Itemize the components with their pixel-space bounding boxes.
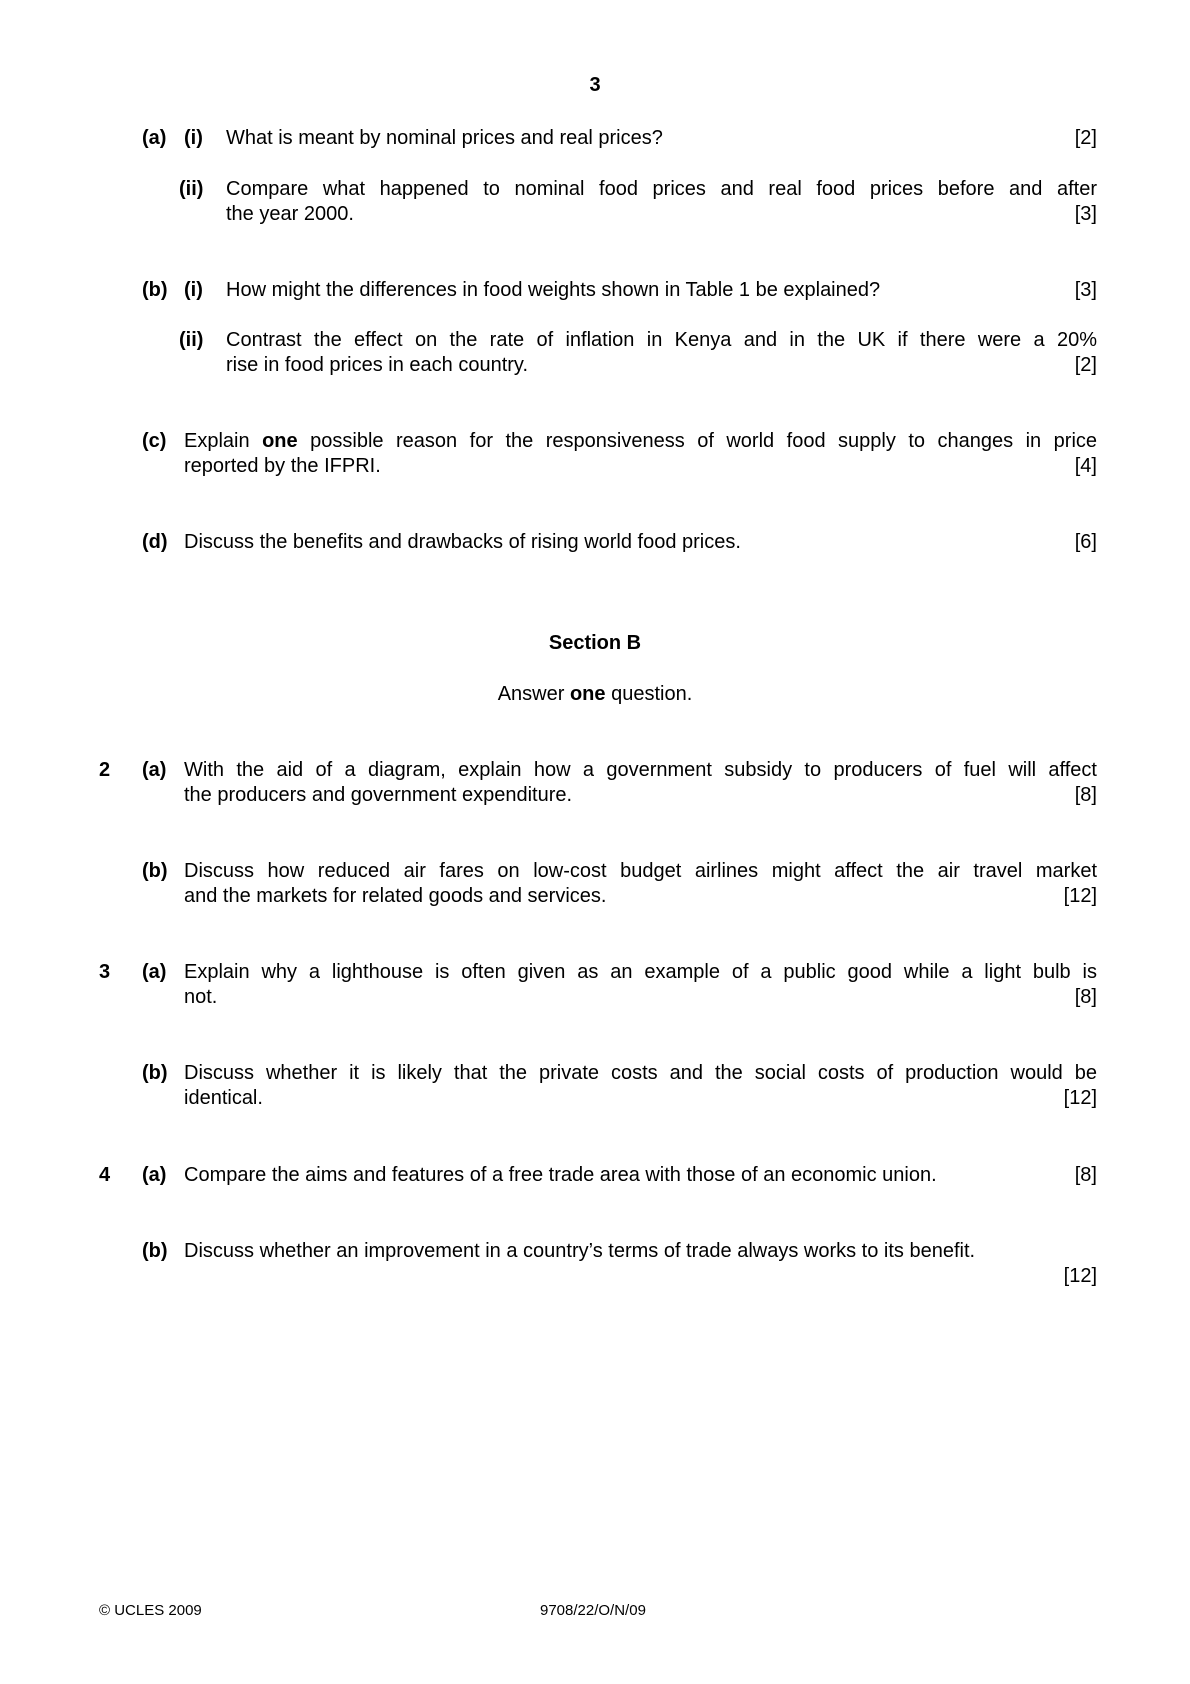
question-text-line-1: Discuss how reduced air fares on low-cost budget airlines might affect the air travel market	[184, 860, 1097, 882]
mark-allocation: [6]	[1074, 531, 1097, 553]
question-text-line-2: reported by the IFPRI.	[184, 455, 381, 477]
mark-allocation: [12]	[1063, 1265, 1097, 1287]
question-number: 4	[99, 1164, 111, 1186]
question-text: How might the differences in food weights shown in Table 1 be explained?	[226, 279, 881, 301]
text-segment: Explain	[184, 430, 263, 452]
emphasis-word: one	[569, 683, 606, 705]
text-segment: question.	[605, 683, 693, 705]
question-number: 3	[99, 961, 111, 983]
mark-allocation: [3]	[1074, 279, 1097, 301]
question-text: Compare the aims and features of a free trade area with those of an economic union.	[184, 1164, 937, 1186]
question-text-line-1	[184, 429, 1097, 454]
question-text-line-1: Explain why a lighthouse is often given as an example of a public good while a light bulb is	[184, 961, 1097, 983]
question-text-line-1: With the aid of a diagram, explain how a government subsidy to producers of fuel will affect	[184, 759, 1097, 781]
part-label: (b)	[142, 1240, 168, 1262]
part-label: (a)	[142, 961, 167, 983]
part-label: (b)	[142, 860, 168, 882]
question-text-line-2: the producers and government expenditure.	[184, 784, 573, 806]
footer-paper-code: 9708/22/O/N/09	[540, 1602, 646, 1619]
section-instruction	[0, 682, 1190, 707]
question-text-line-2: and the markets for related goods and services.	[184, 885, 607, 907]
part-label: (a)	[142, 1164, 167, 1186]
mark-allocation: [12]	[1063, 885, 1097, 907]
text-segment: Answer	[497, 683, 570, 705]
emphasis-word: one	[262, 430, 298, 452]
footer-copyright: © UCLES 2009	[99, 1602, 202, 1619]
mark-allocation: [8]	[1074, 986, 1097, 1008]
question-text: What is meant by nominal prices and real prices?	[226, 127, 663, 149]
question-text: Discuss the benefits and drawbacks of rising world food prices.	[184, 531, 741, 553]
part-label: (a)	[142, 127, 167, 149]
question-text-line-1: Discuss whether it is likely that the private costs and the social costs of production would be	[184, 1062, 1097, 1084]
section-heading: Section B	[548, 632, 642, 654]
question-text-line-1: Contrast the effect on the rate of inflation in Kenya and in the UK if there were a 20%	[226, 329, 1097, 351]
mark-allocation: [2]	[1074, 127, 1097, 149]
question-text-line-2: identical.	[184, 1087, 263, 1109]
subpart-label: (ii)	[179, 329, 204, 351]
subpart-label: (i)	[184, 127, 203, 149]
mark-allocation: [12]	[1063, 1087, 1097, 1109]
page-number: 3	[589, 74, 601, 96]
question-text: Discuss whether an improvement in a country’s terms of trade always works to its benefit.	[184, 1240, 976, 1262]
mark-allocation: [4]	[1074, 455, 1097, 477]
subpart-label: (i)	[184, 279, 203, 301]
question-text-line-2: not.	[184, 986, 218, 1008]
text-segment: possible reason for the responsiveness of world food supply to changes in price	[297, 430, 1098, 452]
part-label: (a)	[142, 759, 167, 781]
subpart-label: (ii)	[179, 178, 204, 200]
part-label: (b)	[142, 1062, 168, 1084]
part-label: (d)	[142, 531, 168, 553]
mark-allocation: [8]	[1074, 1164, 1097, 1186]
question-text-line-1: Compare what happened to nominal food prices and real food prices before and after	[226, 178, 1097, 200]
part-label: (c)	[142, 430, 167, 452]
mark-allocation: [3]	[1074, 203, 1097, 225]
question-number: 2	[99, 759, 111, 781]
question-text-line-2: the year 2000.	[226, 203, 354, 225]
part-label: (b)	[142, 279, 168, 301]
question-text-line-2: rise in food prices in each country.	[226, 354, 529, 376]
mark-allocation: [8]	[1074, 784, 1097, 806]
mark-allocation: [2]	[1074, 354, 1097, 376]
